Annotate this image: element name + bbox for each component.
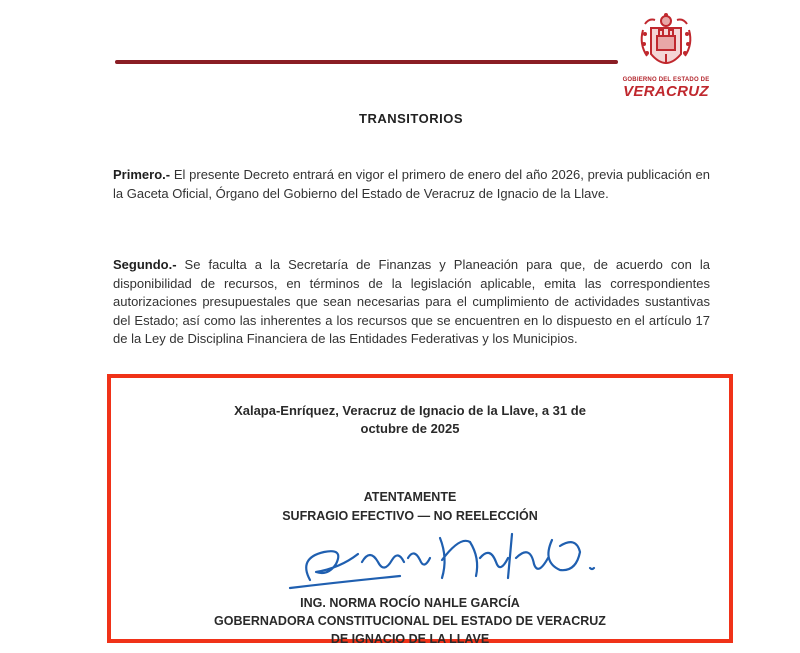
header-rule [115,60,618,64]
closing-line: SUFRAGIO EFECTIVO — NO REELECCIÓN [282,509,538,523]
logo-caption: GOBIERNO DEL ESTADO DE [622,77,710,83]
veracruz-coat-of-arms-icon [637,10,695,76]
government-logo [616,10,716,110]
article-label: Primero.- [113,167,171,182]
section-title: TRANSITORIOS [359,111,463,126]
article-primero [113,166,710,203]
signer-name: ING. NORMA ROCÍO NAHLE GARCÍA [300,596,520,610]
closing-block [170,488,650,526]
place-date [170,402,650,438]
signer-title: GOBERNADORA CONSTITUCIONAL DEL ESTADO DE VERACRUZ [214,614,606,628]
closing-line: ATENTAMENTE [363,490,457,504]
article-label: Segundo.- [113,257,177,272]
place-date-line: Xalapa-Enríquez, Veracruz de Ignacio de la Llave, a 31 de [234,403,586,418]
article-segundo [113,256,710,349]
article-text: El presente Decreto entrará en vigor el primero de enero del año 2026, previa publicación en la Gaceta Oficial, Órgano del Gobierno del Estado de Veracruz de Ignacio de la Llave. [113,167,710,201]
signer-title: DE IGNACIO DE LA LLAVE [330,632,490,646]
logo-wordmark: VERACRUZ [623,83,709,100]
place-date-line: octubre de 2025 [360,421,460,436]
signer-block [160,594,660,648]
article-text: Se faculta a la Secretaría de Finanzas y Planeación para que, de acuerdo con la disponibilidad de recursos, en términos de la legislación aplicable, emita las correspondientes autorizaciones presupuestales que sean necesarias para el cumplimiento de actividades sustantivas del Estado; así como las inherentes a los recursos que se encuentren en lo dispuesto en el artículo 17 de la Ley de Disciplina Financiera de las Entidades Federativas y los Municipios. [113,257,710,346]
